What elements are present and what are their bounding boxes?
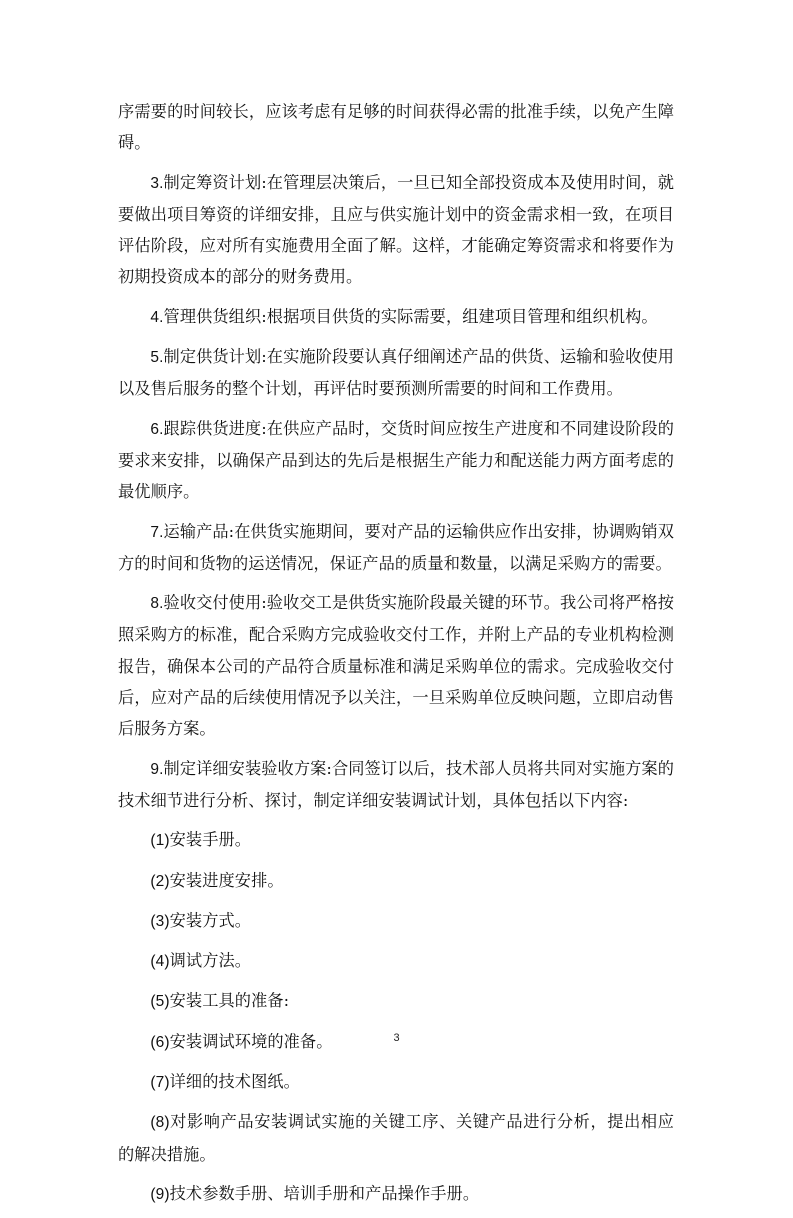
- list-item-5: [118, 985, 674, 1017]
- list-item-number: (5): [150, 993, 170, 1011]
- list-item-text: 安装调试环境的准备。: [169, 1031, 333, 1051]
- paragraph-4: [118, 301, 674, 333]
- list-item-text: 安装进度安排。: [169, 870, 284, 890]
- paragraph-continuation: [118, 96, 674, 159]
- page-body: [118, 96, 674, 1218]
- list-item-4: [118, 945, 674, 977]
- paragraph-number: 8.: [150, 595, 164, 613]
- paragraph-text: 管理供货组织:根据项目供货的实际需要，组建项目管理和组织机构。: [163, 306, 658, 326]
- paragraph-number: 4.: [150, 308, 164, 326]
- list-item-number: (8): [150, 1114, 170, 1132]
- paragraph-text: 跟踪供货进度:在供应产品时，交货时间应按生产进度和不同建设阶段的要求来安排，以确保产品到达的先后是根据生产能力和配送能力两方面考虑的最优顺序。: [118, 418, 674, 502]
- paragraph-8: [118, 587, 674, 744]
- paragraph-6: [118, 413, 674, 508]
- list-item-3: [118, 905, 674, 937]
- list-item-number: (2): [150, 872, 170, 890]
- paragraph-number: 5.: [150, 349, 164, 367]
- page-number: 3: [393, 1032, 400, 1044]
- list-item-7: [118, 1066, 674, 1098]
- list-item-text: 详细的技术图纸。: [169, 1072, 300, 1092]
- list-item-2: [118, 865, 674, 897]
- paragraph-text: 制定详细安装验收方案:合同签订以后，技术部人员将共同对实施方案的技术细节进行分析、探讨，制定详细安装调试计划，具体包括以下内容:: [118, 758, 674, 810]
- paragraph-5: [118, 341, 674, 405]
- paragraph-number: 9.: [150, 760, 164, 778]
- paragraph-number: 6.: [150, 420, 164, 438]
- list-item-text: 安装方式。: [169, 910, 252, 930]
- paragraph-text: 运输产品:在供货实施期间，要对产品的运输供应作出安排，协调购销双方的时间和货物的运送情况，保证产品的质量和数量，以满足采购方的需要。: [118, 521, 674, 573]
- list-item-text: 对影响产品安装调试实施的关键工序、关键产品进行分析，提出相应的解决措施。: [118, 1112, 674, 1164]
- list-item-1: [118, 824, 674, 856]
- paragraph-text: 制定筹资计划:在管理层决策后，一旦已知全部投资成本及使用时间，就要做出项目筹资的详细安排，且应与供实施计划中的资金需求相一致，在项目评估阶段，应对所有实施费用全面了解。这样，才能确定筹资需求和将要作为初期投资成本的部分的财务费用。: [118, 172, 674, 287]
- list-item-number: (4): [150, 953, 170, 971]
- paragraph-number: 7.: [150, 523, 164, 541]
- paragraph-text: 验收交付使用:验收交工是供货实施阶段最关键的环节。我公司将严格按照采购方的标准，配合采购方完成验收交付工作，并附上产品的专业机构检测报告，确保本公司的产品符合质量标准和满足采购单位的需求。完成验收交付后，应对产品的后续使用情况予以关注，一旦采购单位反映问题，立即启动售后服务方案。: [118, 593, 674, 739]
- paragraph-9: [118, 753, 674, 817]
- list-item-8: [118, 1106, 674, 1170]
- list-item-number: (3): [150, 912, 170, 930]
- list-item-number: (1): [150, 832, 170, 850]
- paragraph-text: 序需要的时间较长，应该考虑有足够的时间获得必需的批准手续，以免产生障碍。: [118, 102, 674, 153]
- paragraph-text: 制定供货计划:在实施阶段要认真仔细阐述产品的供货、运输和验收使用以及售后服务的整个计划，再评估时要预测所需要的时间和工作费用。: [118, 347, 674, 399]
- list-item-text: 安装工具的准备:: [169, 991, 290, 1011]
- paragraph-number: 3.: [150, 174, 164, 192]
- paragraph-7: [118, 516, 674, 580]
- list-item-number: (7): [150, 1074, 170, 1092]
- list-item-9: [118, 1178, 674, 1210]
- list-item-number: (9): [150, 1185, 170, 1203]
- list-item-number: (6): [150, 1033, 170, 1051]
- list-item-text: 调试方法。: [169, 951, 252, 971]
- paragraph-3: [118, 167, 674, 293]
- list-item-text: 安装手册。: [169, 830, 252, 850]
- list-item-text: 技术参数手册、培训手册和产品操作手册。: [169, 1183, 480, 1203]
